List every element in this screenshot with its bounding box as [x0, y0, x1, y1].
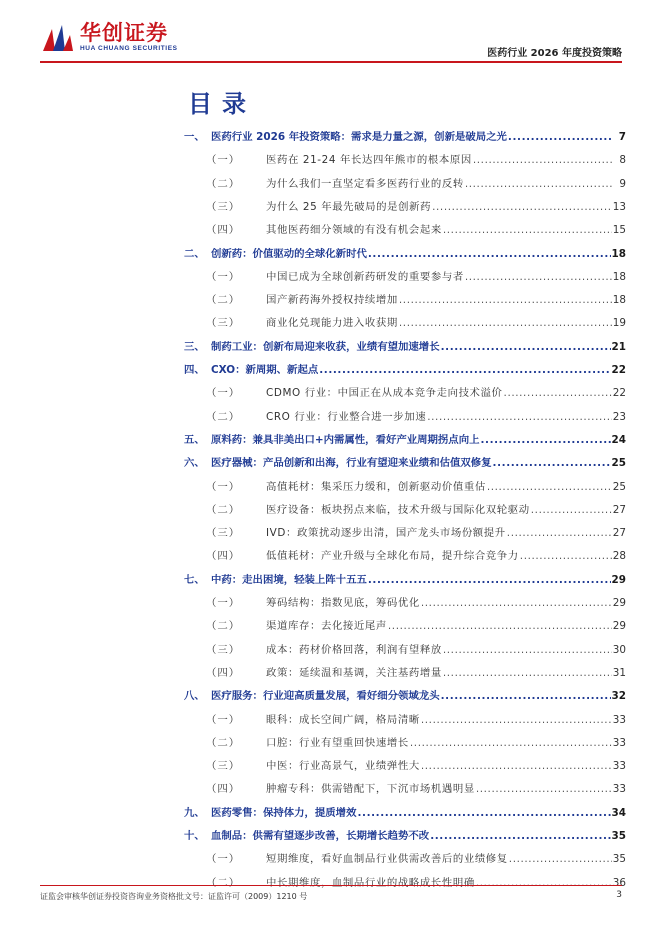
toc-entry-page: 29: [612, 620, 626, 633]
toc-entry-page: 34: [611, 806, 626, 819]
toc-entry-section[interactable]: [184, 780, 626, 798]
toc-entry-section[interactable]: [184, 384, 626, 402]
toc-dot-leader: [487, 481, 612, 493]
toc-entry-number: 二、: [184, 247, 205, 260]
toc-entry-page: 33: [612, 760, 626, 773]
toc-entry-page: 13: [612, 200, 626, 213]
toc-dot-leader: [421, 714, 612, 726]
toc-entry-number: （四）: [206, 666, 241, 679]
toc-entry-page: 23: [612, 410, 626, 423]
toc-entry-number: （二）: [206, 503, 241, 516]
toc-entry-page: 29: [611, 573, 626, 586]
toc-entry-page: 36: [612, 876, 626, 889]
toc-entry-page: 35: [611, 830, 626, 842]
toc-dot-leader: [476, 783, 612, 795]
toc-dot-leader: [465, 178, 613, 190]
toc-dot-leader: [441, 690, 611, 702]
toc-entry-chapter[interactable]: [184, 361, 626, 379]
toc-entry-page: 32: [611, 690, 626, 703]
toc-dot-leader: [368, 574, 611, 586]
toc-entry-number: （一）: [206, 597, 241, 609]
toc-entry-title: 血制品：供需有望逐步改善，长期增长趋势不改: [211, 830, 430, 842]
toc-entry-page: 33: [612, 783, 626, 796]
toc-entry-number: （四）: [206, 550, 241, 563]
toc-dot-leader: [441, 341, 611, 353]
toc-entry-number: （二）: [206, 410, 241, 423]
toc-entry-section[interactable]: [184, 314, 626, 332]
toc-entry-page: 25: [612, 480, 626, 493]
toc-entry-number: 八、: [184, 690, 205, 703]
toc-entry-chapter[interactable]: [184, 454, 626, 472]
toc-entry-number: 三、: [184, 340, 205, 353]
toc-entry-page: 25: [611, 457, 626, 470]
toc-entry-number: 七、: [184, 573, 205, 586]
toc-entry-page: 27: [612, 503, 626, 516]
toc-entry-section[interactable]: [184, 711, 626, 729]
toc-dot-leader: [432, 201, 612, 213]
toc-entry-section[interactable]: [184, 268, 626, 286]
toc-dot-leader: [427, 411, 612, 423]
toc-entry-section[interactable]: [184, 850, 626, 868]
toc-entry-number: （四）: [206, 783, 241, 796]
toc-entry-number: （一）: [206, 270, 241, 283]
toc-entry-title: 原料药：兼具非美出口+内需属性，看好产业周期拐点向上: [211, 433, 480, 446]
toc-entry-title: 肿瘤专科：供需错配下，下沉市场机遇明显: [266, 783, 475, 796]
toc-dot-leader: [443, 667, 612, 679]
toc-entry-page: 18: [611, 247, 626, 260]
toc-entry-title: 医疗器械：产品创新和出海，行业有望迎来业绩和估值双修复: [211, 457, 492, 470]
toc-dot-leader: [520, 550, 612, 562]
toc-entry-title: 中医：行业高景气，业绩弹性大: [266, 760, 420, 773]
toc-entry-number: （二）: [206, 177, 241, 190]
toc-entry-number: （一）: [206, 480, 241, 493]
toc-dot-leader: [388, 620, 612, 632]
toc-entry-page: 35: [612, 853, 626, 866]
toc-entry-page: 33: [612, 713, 626, 726]
toc-entry-section[interactable]: [184, 408, 626, 426]
toc-entry-chapter[interactable]: [184, 128, 626, 146]
toc-entry-title: 医药零售：保持体力，提质增效: [211, 806, 357, 819]
toc-entry-page: 21: [611, 340, 626, 353]
toc-entry-section[interactable]: [184, 734, 626, 752]
toc-dot-leader: [507, 527, 612, 539]
toc-entry-page: 22: [611, 364, 626, 376]
toc-entry-number: （三）: [206, 200, 241, 213]
toc-entry-page: 31: [612, 666, 626, 679]
toc-entry-section[interactable]: [184, 175, 626, 193]
company-logo: [40, 22, 178, 53]
toc-entry-page: 18: [612, 270, 626, 283]
toc-entry-title: 医药在 21-24 年长达四年熊市的根本原因: [266, 154, 472, 167]
toc-dot-leader: [504, 387, 612, 399]
toc-entry-number: （一）: [206, 387, 241, 400]
toc-entry-title: IVD：政策扰动逐步出清，国产龙头市场份额提升: [266, 527, 506, 540]
toc-entry-number: （一）: [206, 154, 241, 167]
toc-entry-chapter[interactable]: [184, 338, 626, 356]
toc-entry-title: 高值耗材：集采压力缓和，创新驱动价值重估: [266, 480, 486, 493]
toc-entry-section[interactable]: [184, 617, 626, 635]
toc-entry-title: 短期维度，看好血制品行业供需改善后的业绩修复: [266, 853, 508, 866]
toc-dot-leader: [480, 434, 610, 446]
toc-entry-number: 十、: [184, 830, 205, 842]
toc-entry-section[interactable]: [184, 757, 626, 775]
toc-entry-section[interactable]: [184, 547, 626, 565]
toc-dot-leader: [357, 807, 610, 819]
toc-entry-page: 18: [612, 294, 626, 307]
toc-entry-title: 为什么我们一直坚定看多医药行业的反转: [266, 177, 464, 190]
toc-entry-page: 27: [612, 527, 626, 540]
toc-entry-chapter[interactable]: [184, 687, 626, 705]
toc-entry-number: （三）: [206, 527, 241, 540]
toc-entry-title: CRO 行业：行业整合进一步加速: [266, 410, 427, 423]
toc-entry-page: 33: [612, 736, 626, 749]
toc-dot-leader: [319, 364, 610, 376]
toc-entry-number: 九、: [184, 806, 205, 819]
toc-heading: 目录: [188, 90, 256, 118]
toc-entry-title: 医疗服务：行业迎高质量发展，看好细分领域龙头: [211, 690, 440, 703]
toc-entry-section[interactable]: [184, 641, 626, 659]
header-divider: [40, 61, 622, 63]
toc-entry-page: 28: [612, 550, 626, 563]
toc-entry-number: （一）: [206, 853, 241, 866]
toc-entry-title: 低值耗材：产业升级与全球化布局，提升综合竞争力: [266, 550, 519, 563]
toc-entry-section[interactable]: [184, 151, 626, 169]
toc-entry-section[interactable]: [184, 524, 626, 542]
toc-dot-leader: [368, 248, 611, 260]
toc-entry-section[interactable]: [184, 221, 626, 239]
toc-dot-leader: [508, 131, 613, 143]
toc-entry-section[interactable]: [184, 198, 626, 216]
toc-entry-chapter[interactable]: [184, 827, 626, 845]
toc-entry-number: （三）: [206, 317, 241, 330]
toc-entry-title: CDMO 行业：中国正在从成本竞争走向技术溢价: [266, 387, 503, 400]
toc-entry-title: 中长期维度，血制品行业的战略成长性明确: [266, 876, 475, 889]
footer-license-text: 证监会审核华创证券投资咨询业务资格批文号：证监许可（2009）1210 号: [40, 892, 308, 901]
toc-entry-number: （三）: [206, 760, 241, 773]
toc-dot-leader: [430, 830, 610, 842]
toc-entry-number: 五、: [184, 433, 205, 446]
toc-entry-title: 国产新药海外授权持续增加: [266, 294, 398, 307]
toc-dot-leader: [443, 644, 612, 656]
toc-entry-title: CXO：新周期、新起点: [211, 364, 319, 376]
toc-entry-section[interactable]: [184, 664, 626, 682]
toc-dot-leader: [476, 877, 612, 889]
toc-entry-title: 医疗设备：板块拐点来临，技术升级与国际化双轮驱动: [266, 503, 530, 516]
toc-entry-number: （四）: [206, 224, 241, 237]
toc-dot-leader: [399, 294, 612, 306]
toc-entry-title: 政策：延续温和基调，关注基药增量: [266, 666, 442, 679]
toc-entry-title: 中国已成为全球创新药研发的重要参与者: [266, 270, 464, 283]
toc-dot-leader: [443, 224, 612, 236]
logo-english-name: HUA CHUANG SECURITIES: [80, 45, 178, 52]
toc-entry-title: 口腔：行业有望重回快速增长: [266, 736, 409, 749]
toc-dot-leader: [399, 317, 612, 329]
toc-entry-number: （二）: [206, 294, 241, 307]
toc-dot-leader: [493, 457, 611, 469]
toc-entry-title: 为什么 25 年最先破局的是创新药: [266, 200, 432, 213]
toc-dot-leader: [421, 760, 612, 772]
toc-entry-title: 其他医药细分领域的有没有机会起来: [266, 224, 442, 237]
toc-entry-page: 19: [612, 317, 626, 330]
toc-entry-title: 筹码结构：指数见底，筹码优化: [266, 597, 420, 609]
toc-entry-title: 制药工业：创新布局迎来收获，业绩有望加速增长: [211, 340, 440, 353]
footer-divider: [40, 885, 622, 886]
toc-dot-leader: [421, 597, 612, 609]
toc-entry-number: （一）: [206, 713, 241, 726]
toc-entry-chapter[interactable]: [184, 431, 626, 449]
toc-dot-leader: [473, 154, 613, 166]
page-header: [0, 0, 662, 66]
toc-entry-section[interactable]: [184, 291, 626, 309]
toc-entry-section[interactable]: [184, 874, 626, 892]
toc-entry-number: （三）: [206, 643, 241, 656]
toc-entry-title: 眼科：成长空间广阔，格局清晰: [266, 713, 420, 726]
company-logo-icon: [40, 23, 74, 53]
toc-entry-page: 15: [612, 224, 626, 237]
toc-entry-title: 中药：走出困境，轻装上阵十五五: [211, 573, 367, 586]
logo-chinese-name: 华创证券: [80, 21, 168, 45]
toc-entry-section[interactable]: [184, 594, 626, 612]
toc-entry-title: 商业化兑现能力进入收获期: [266, 317, 398, 330]
toc-entry-section[interactable]: [184, 478, 626, 496]
toc-entry-number: （二）: [206, 876, 241, 889]
toc-entry-title: 成本：药材价格回落，利润有望释放: [266, 643, 442, 656]
report-title: 医药行业 2026 年度投资策略: [487, 48, 622, 59]
toc-entry-number: （二）: [206, 736, 241, 749]
toc-dot-leader: [531, 504, 612, 516]
toc-entry-page: 8: [619, 154, 626, 167]
toc-entry-number: （二）: [206, 620, 241, 633]
toc-entry-title: 创新药：价值驱动的全球化新时代: [211, 247, 367, 260]
toc-entry-chapter[interactable]: [184, 245, 626, 263]
toc-dot-leader: [410, 737, 612, 749]
toc-entry-number: 六、: [184, 457, 205, 470]
toc-entry-page: 7: [618, 131, 626, 143]
toc-entry-page: 24: [611, 433, 626, 446]
toc-entry-chapter[interactable]: [184, 571, 626, 589]
toc-entry-number: 四、: [184, 364, 205, 376]
toc-entry-page: 30: [612, 643, 626, 656]
toc-dot-leader: [465, 271, 612, 283]
toc-entry-number: 一、: [184, 131, 205, 143]
toc-entry-page: 9: [619, 177, 626, 190]
page-number: 3: [616, 890, 622, 900]
toc-entry-section[interactable]: [184, 501, 626, 519]
toc-entry-page: 29: [612, 597, 626, 609]
toc-entry-title: 渠道库存：去化接近尾声: [266, 620, 387, 633]
toc-entry-page: 22: [612, 387, 626, 400]
toc-dot-leader: [509, 853, 612, 865]
toc-entry-title: 医药行业 2026 年投资策略：需求是力量之源，创新是破局之光: [211, 131, 507, 143]
toc-entry-chapter[interactable]: [184, 804, 626, 822]
